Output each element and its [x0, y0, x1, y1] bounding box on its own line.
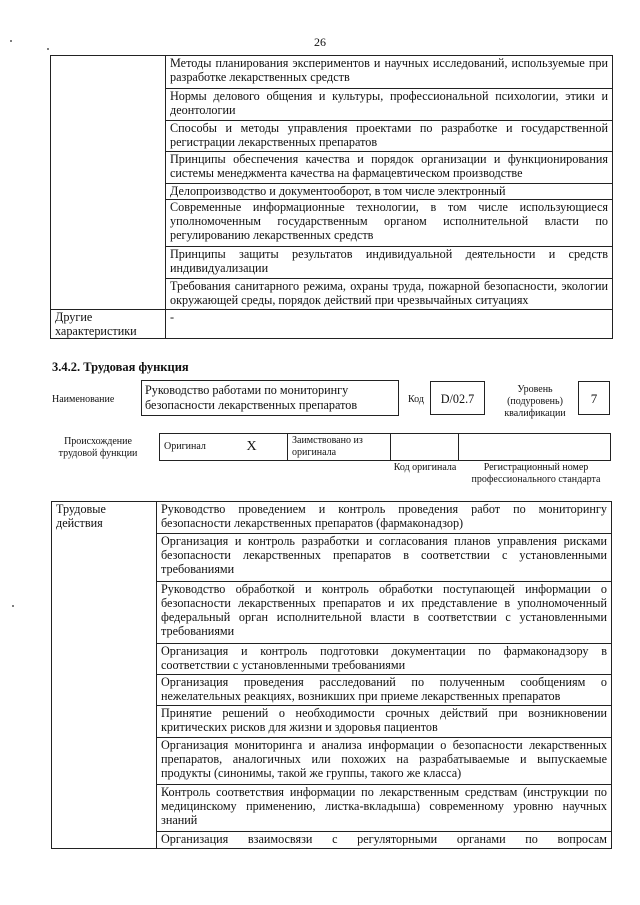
- list-item: Нормы делового общения и культуры, профессиональной психологии, этики и деонтологии: [166, 89, 613, 121]
- function-name-box: Руководство работами по мониторингу безопасности лекарственных препаратов: [141, 380, 399, 416]
- list-item: Организация и контроль разработки и согласования планов управления рисками безопасности лекарственных препаратов в соответствии с установленными требованиями: [157, 534, 612, 582]
- other-characteristics-label: Другие характеристики: [51, 310, 166, 339]
- list-item: Делопроизводство и документооборот, в том числе электронный: [166, 184, 613, 200]
- list-item: Принципы обеспечения качества и порядок организации и функционирования системы менеджмента качества на фармацевтическом производстве: [166, 152, 613, 184]
- list-item: Организация проведения расследований по полученным сообщениям о нежелательных реакциях, возникших при приеме лекарственных препаратов: [157, 675, 612, 706]
- origin-table: [159, 433, 611, 461]
- borrowed-label: Заимствовано из оригинала: [288, 434, 391, 461]
- labor-actions-label: Трудовые действия: [52, 502, 157, 849]
- original-mark: X: [243, 434, 288, 461]
- list-item: Руководство проведением и контроль проведения работ по мониторингу безопасности лекарственных препаратов (фармаконадзор): [157, 502, 612, 534]
- list-item: Организация мониторинга и анализа информации о безопасности лекарственных препаратов, аналогичных или похожих на разрабатываемые и выпускаемые продукты (синонимы, такой же группы, такого же класса): [157, 738, 612, 785]
- original-label: Оригинал: [160, 434, 243, 461]
- code-caption: Код оригинала: [393, 462, 457, 473]
- table-row: [51, 310, 613, 339]
- list-item: Принятие решений о необходимости срочных действий при возникновении критических рисков для жизни и здоровья пациентов: [157, 706, 612, 738]
- other-characteristics-value: -: [166, 310, 613, 339]
- list-item: Требования санитарного режима, охраны труда, пожарной безопасности, экологии окружающей среды, порядок действий при чрезвычайных ситуациях: [166, 279, 613, 310]
- labor-actions-table: [51, 501, 612, 849]
- scan-speck: [10, 40, 12, 42]
- registration-caption: Регистрационный номер профессионального стандарта: [471, 462, 601, 485]
- level-label: Уровень (подуровень) квалификации: [504, 384, 566, 419]
- function-code-box: D/02.7: [430, 381, 485, 415]
- page-number: 26: [314, 35, 326, 49]
- table-row: [52, 502, 612, 534]
- list-item: Организация и контроль подготовки документации по фармаконадзору в соответствии с установленными требованиями: [157, 644, 612, 675]
- scan-speck: [12, 605, 14, 607]
- list-item: Методы планирования экспериментов и научных исследований, используемые при разработке лекарственных средств: [166, 56, 613, 89]
- list-item: Контроль соответствия информации по лекарственным средствам (инструкции по медицинскому применению, листка-вкладыша) современному уровню научных знаний: [157, 785, 612, 832]
- function-level-box: 7: [578, 381, 610, 415]
- label-cell: [51, 56, 166, 310]
- original-code-cell: [391, 434, 459, 461]
- name-label: Наименование: [52, 394, 115, 405]
- list-item: Руководство обработкой и контроль обработки поступающей информации о безопасности лекарственных препаратов и их представление в уполномоченный федеральный орган исполнительной власти в соответствии с установленными требованиями: [157, 582, 612, 644]
- code-label: Код: [408, 394, 424, 405]
- list-item: Организация взаимосвязи с регуляторными органами по вопросам: [157, 832, 612, 849]
- origin-label: Происхождение трудовой функции: [58, 436, 138, 459]
- table-row: [51, 56, 613, 89]
- list-item: Современные информационные технологии, в том числе использующиеся уполномоченным государственным органом исполнительной власти по регулированию лекарственных средств: [166, 200, 613, 247]
- scan-speck: [47, 48, 49, 50]
- knowledge-table: [50, 55, 613, 339]
- registration-number-cell: [459, 434, 611, 461]
- list-item: Принципы защиты результатов индивидуальной деятельности и средств индивидуализации: [166, 247, 613, 279]
- section-title: 3.4.2. Трудовая функция: [52, 360, 189, 374]
- list-item: Способы и методы управления проектами по разработке и государственной регистрации лекарственных препаратов: [166, 121, 613, 152]
- table-row: [160, 434, 611, 461]
